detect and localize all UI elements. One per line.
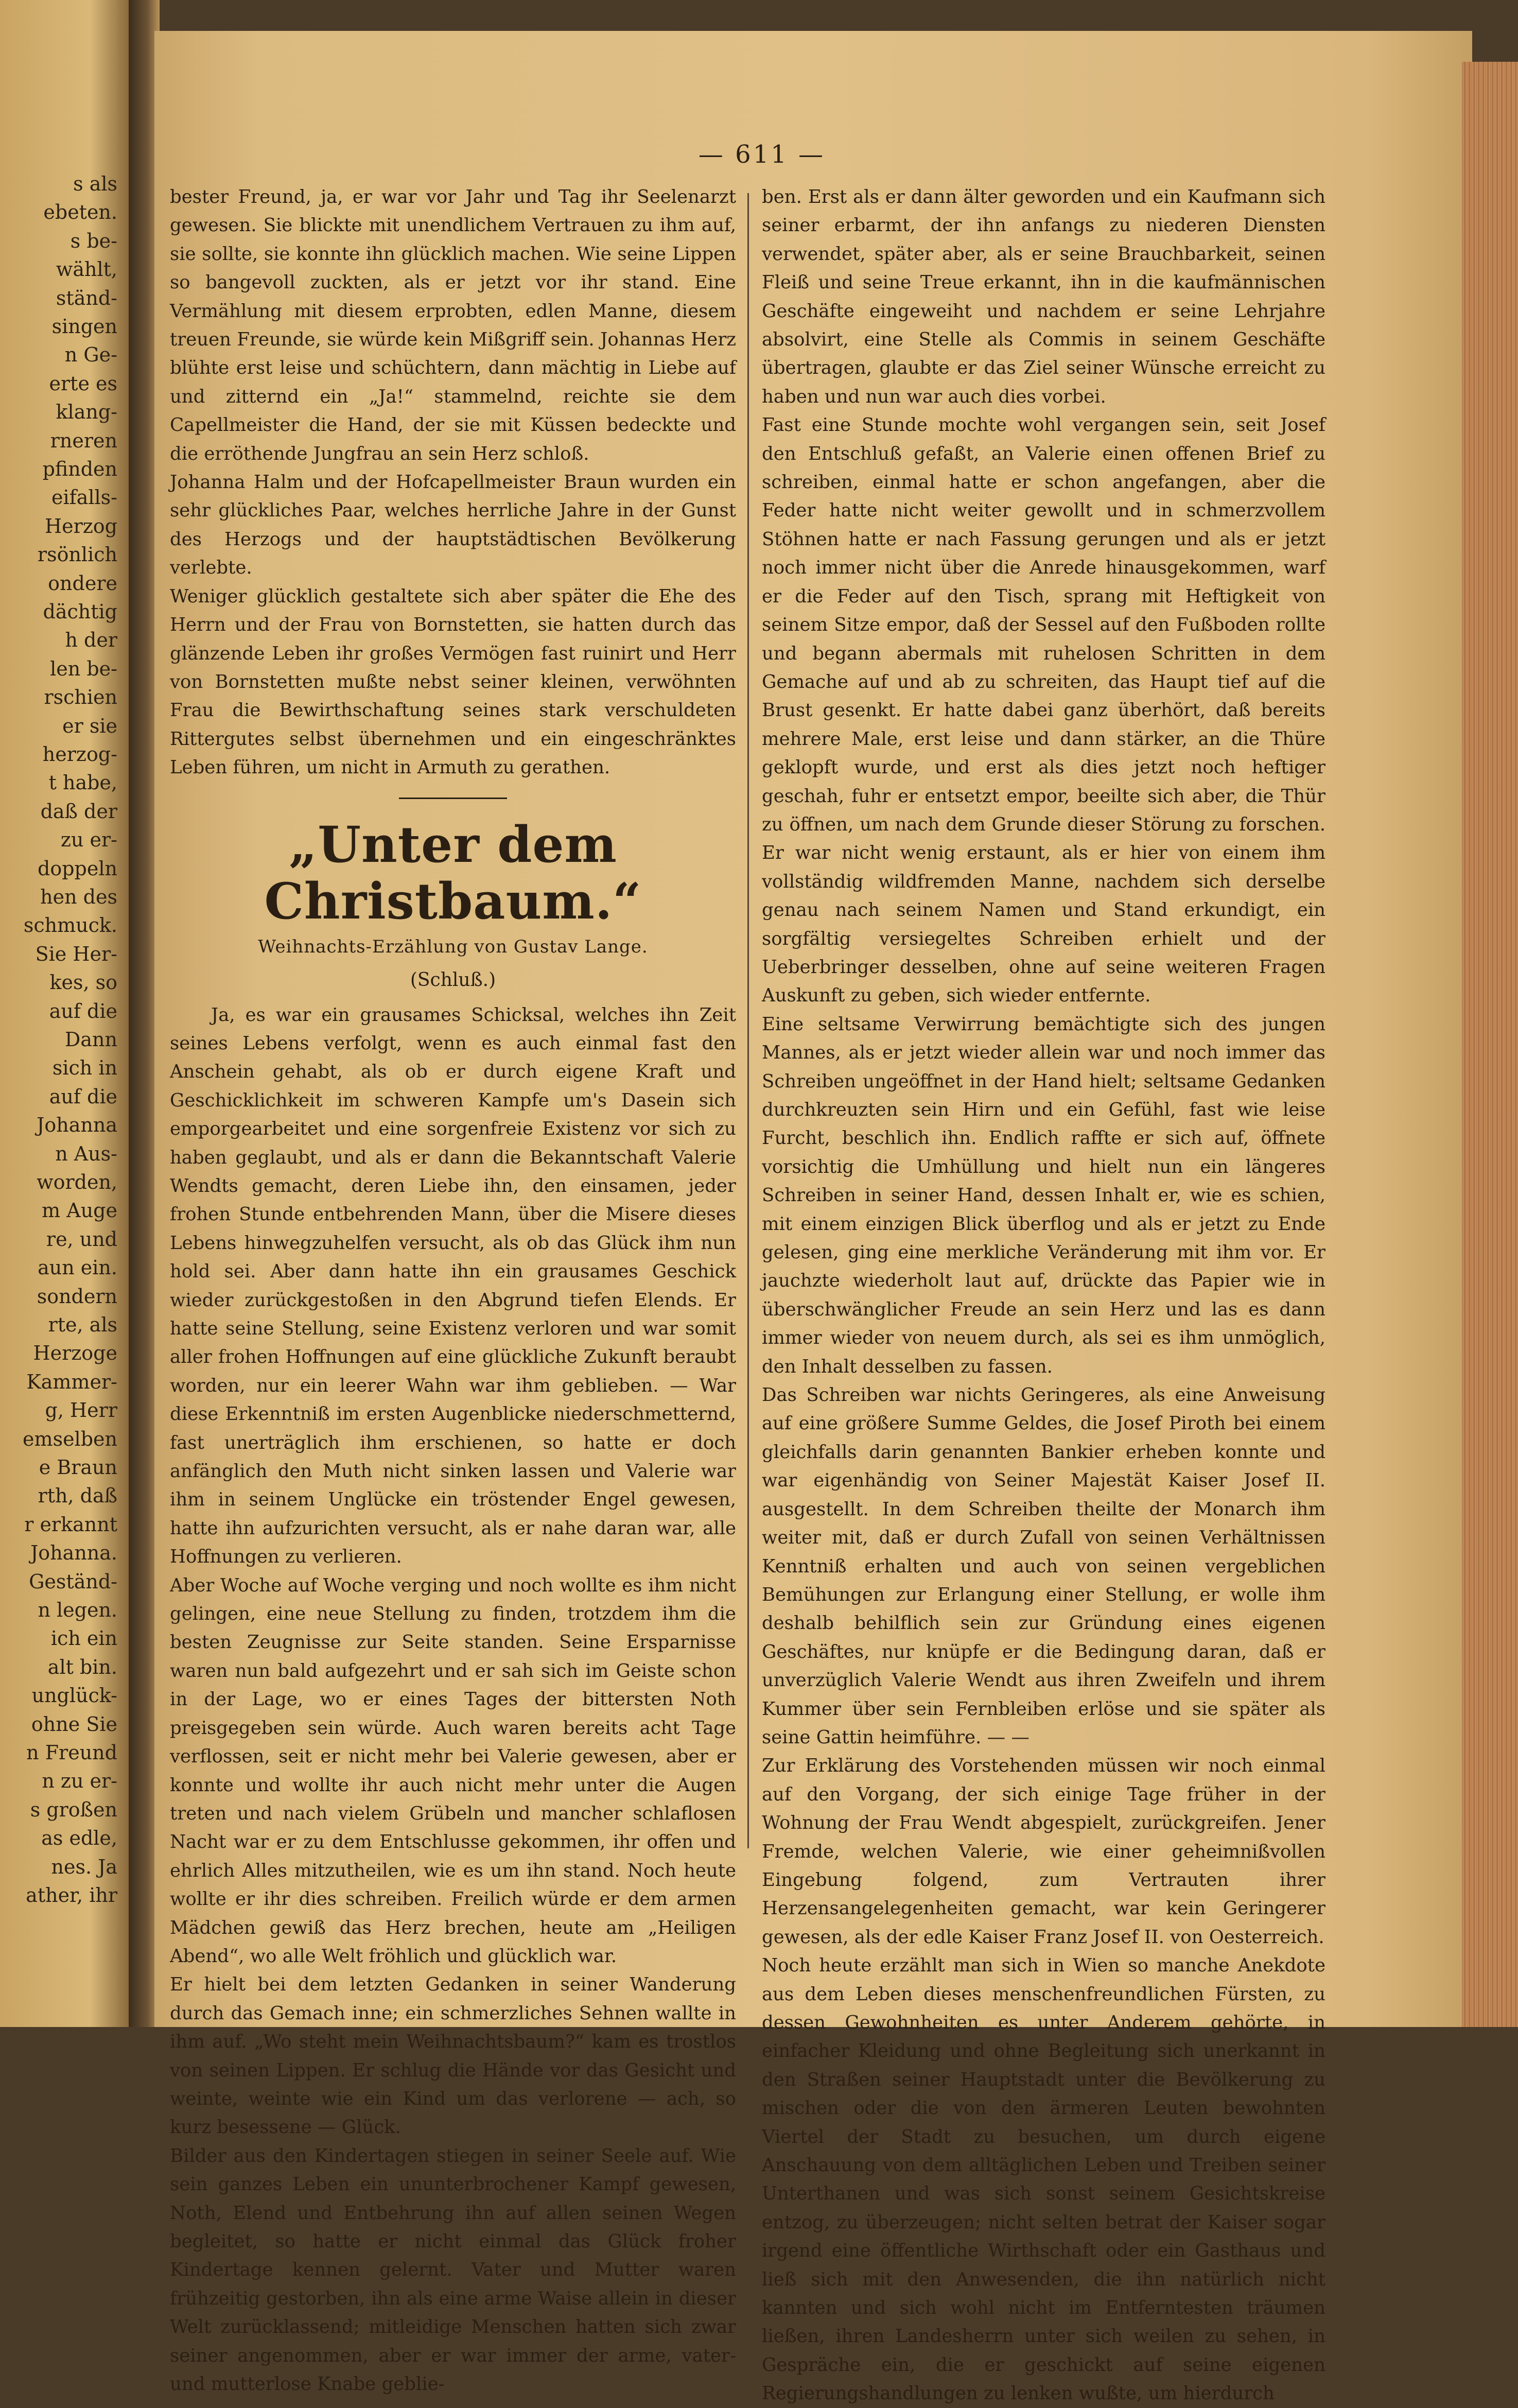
prev-page-fragment: emselben [23, 1427, 117, 1450]
page-number: — 611 — [698, 140, 826, 169]
column-right [762, 183, 1325, 2408]
story-paragraph: ben. Erst als er dann älter geworden und ein Kaufmann sich seiner erbarmt, der ihn anfangs zu niederen Diensten verwendet, später aber, als er seine Brauchbarkeit, seinen Fleiß und seine Treue erkannt, ihn in die kaufmännischen Geschäfte eingeweiht und nachdem er seine Lehrjahre absolvirt, eine Stelle als Commis in seinem Geschäfte übertragen, glaubte er das Ziel seiner Wünsche erreicht zu haben und nun war auch dies vorbei. [762, 186, 1325, 407]
prev-page-fragment: as edle, [41, 1827, 117, 1850]
prev-page-fragment: unglück- [31, 1684, 117, 1707]
prev-page-fragment: klang- [56, 401, 117, 424]
prev-page-fragment: n zu er- [42, 1770, 117, 1793]
column-divider [747, 193, 749, 1848]
prev-page-fragment: Herzoge [33, 1342, 117, 1365]
byline: Weihnachts-Erzählung von Gustav Lange. [258, 936, 648, 957]
prev-page-fragment: Johanna. [30, 1541, 117, 1565]
prev-page-fragment: rneren [50, 429, 117, 452]
prev-page-fragment: ohne Sie [31, 1712, 117, 1736]
prev-page-fragment: schmuck. [23, 914, 117, 937]
prev-page-fragment: eifalls- [51, 486, 117, 509]
prev-page-fragment: rschien [44, 686, 117, 709]
prev-page-fragment: alt bin. [47, 1655, 117, 1678]
prev-page-fragment: rth, daß [38, 1484, 117, 1508]
prev-page-fragment: aun ein. [38, 1256, 117, 1279]
story-paragraph: Ja, es war ein grausames Schicksal, welches ihn Zeit seines Lebens verfolgt, wenn es auch einmal fast den Anschein gehabt, als ob er durch eigene Kraft und Geschicklichkeit im schweren Kampfe um's Dasein sich emporgearbeitet und eine sorgenfreie Existenz vor sich zu haben geglaubt, und als er dann die Bekanntschaft Valerie Wendts gemacht, deren Liebe ihn, den einsamen, jeder frohen Stunde entbehrenden Mann, über die Misere dieses Lebens hinwegzuhelfen versucht, als ob das Glück ihm nun hold sei. Aber dann hatte ihn ein grausames Geschick wieder zurückgestoßen in den Abgrund tiefen Elends. Er hatte seine Stellung, seine Existenz verloren und war somit aller frohen Hoffnungen auf eine glückliche Zukunft beraubt worden, nur ein leerer Wahn war ihm geblieben. — War diese Erkenntniß im ersten Augenblicke niederschmetternd, fast unerträglich ihm erschienen, so hatte er doch anfänglich den Muth nicht sinken lassen und Valerie war ihm in seinem Unglücke ein tröstender Engel gewesen, hatte ihn aufzurichten versucht, als er nahe daran war, alle Hoffnungen zu verlieren. [170, 1004, 736, 1568]
prev-page-fragment: s großen [30, 1798, 117, 1821]
page-edge [1462, 62, 1518, 2027]
prev-page-fragment: daß der [40, 800, 117, 823]
section-rule [399, 798, 507, 799]
previous-page [0, 0, 129, 2027]
prev-page-fragment: e Braun [39, 1456, 117, 1479]
prev-page-fragment: ather, ihr [26, 1884, 117, 1907]
prev-page-fragment: ich ein [50, 1627, 117, 1650]
prev-page-fragment: worden, [37, 1171, 117, 1193]
prev-page-fragment: s als [73, 172, 117, 195]
prev-page-fragment: h der [65, 629, 117, 652]
prev-page-fragment: herzog- [42, 743, 117, 766]
prev-page-fragment: Sie Her- [35, 942, 117, 965]
prev-page-fragment: erte es [49, 372, 117, 395]
prev-page-fragment: Herzog [44, 514, 117, 538]
prev-page-fragment: Kammer- [26, 1370, 117, 1393]
prev-page-fragment: m Auge [42, 1199, 117, 1222]
prev-page-fragment: hen des [40, 886, 117, 908]
story-paragraph: Fast eine Stunde mochte wohl vergangen sein, seit Josef den Entschluß gefaßt, an Valerie einen offenen Brief zu schreiben, einmal hatte er schon angefangen, aber die Feder hatte nicht weiter gewollt und in schmerzvollem Stöhnen hatte er nach Fassung gerungen und als er jetzt noch immer nicht über die Anrede hinausgekommen, warf er die Feder auf den Tisch, sprang mit Heftigkeit von seinem Sitze empor, daß der Sessel auf den Fußboden rollte und begann abermals mit ruhelosen Schritten in dem Gemache auf und ab zu schreiten, das Haupt tief auf die Brust gesenkt. Er hatte dabei ganz überhört, daß bereits mehrere Male, erst leise und dann stärker, an die Thüre geklopft wurde, und erst als dies jetzt noch heftiger geschah, fuhr er entsetzt empor, beeilte sich aber, die Thür zu öffnen, um nach dem Grunde dieser Störung zu forschen. Er war nicht wenig erstaunt, als er hier von einem ihm vollständig wildfremden Manne, nachdem sich derselbe genau nach seinem Namen und Stand erkundigt, ein sorgfältig versiegeltes Schreiben erhielt und der Ueberbringer desselben, ohne auf seine weiteren Fragen Auskunft zu geben, sich wieder entfernte. [762, 414, 1325, 1007]
prev-page-fragment: kes, so [49, 971, 117, 994]
prev-page-fragment: Johanna [37, 1114, 117, 1137]
prev-page-fragment: n Ge- [64, 343, 117, 367]
prev-page-fragment: auf die [49, 999, 117, 1023]
prev-page-fragment: n Freund [26, 1741, 117, 1764]
prev-page-fragment: rte, als [48, 1313, 117, 1336]
story-paragraph: Zur Erklärung des Vorstehenden müssen wir noch einmal auf den Vorgang, der sich einige Tage früher in der Wohnung der Frau Wendt abgespielt, zurückgreifen. Jener Fremde, welchen Valerie, wie einer geheimnißvollen Eingebung folgend, zum Vertrauten ihrer Herzensangelegenheiten gemacht, war kein Geringerer gewesen, als der edle Kaiser Franz Josef II. von Oesterreich. [762, 1755, 1325, 1948]
story-paragraph: Er hielt bei dem letzten Gedanken in seiner Wanderung durch das Gemach inne; ein schmerzliches Sehnen wallte in ihm auf. „Wo steht mein Weihnachtsbaum?“ kam es trostlos von seinen Lippen. Er schlug die Hände vor das Gesicht und weinte, weinte wie ein Kind um das verlorene — ach, so kurz besessene — Glück. [170, 1974, 736, 2138]
prev-page-fragment: t habe, [48, 771, 117, 794]
prev-page-fragment: ondere [48, 571, 117, 595]
prev-page-fragment: r erkannt [24, 1513, 117, 1536]
prev-page-fragment: rsönlich [37, 543, 117, 566]
prev-page-fragment: doppeln [38, 857, 117, 880]
prev-page-fragment: g, Herr [45, 1399, 117, 1422]
intro-paragraph: bester Freund, ja, er war vor Jahr und Tag ihr Seelenarzt gewesen. Sie blickte mit unendlichem Vertrauen zu ihm auf, sie sollte, sie konnte ihn glücklich machen. Wie seine Lippen so bangevoll zuckten, als er jetzt vor ihr stand. Eine Vermählung mit diesem erprobten, edlen Manne, diesem treuen Freunde, sie würde kein Mißgriff sein. Johannas Herz blühte erst leise und schüchtern, dann mächtig in Liebe auf und zitternd ein „Ja!“ stammelnd, reichte sie dem Capellmeister die Hand, der sie mit Küssen bedeckte und die erröthende Jungfrau an sein Herz schloß. [170, 186, 736, 464]
prev-page-fragment: auf die [49, 1085, 117, 1108]
prev-page-fragment: ebeten. [43, 201, 117, 224]
story-title: „Unter dem Christbaum.“ [264, 815, 642, 930]
prev-page-fragment: sondern [37, 1285, 117, 1308]
prev-page-fragment: dächtig [43, 600, 117, 623]
story-paragraph: Eine seltsame Verwirrung bemächtigte sich des jungen Mannes, als er jetzt wieder allein war und noch immer das Schreiben ungeöffnet in der Hand hielt; seltsame Gedanken durchkreuzten sein Hirn und ein Gefühl, fast wie leise Furcht, beschlich ihn. Endlich raffte er sich auf, öffnete vorsichtig die Umhüllung und hielt nun ein längeres Schreiben in seiner Hand, dessen Inhalt er, wie es schien, mit einem einzigen Blick überflog und als er jetzt zu Ende gelesen, ging eine merkliche Veränderung mit ihm vor. Er jauchzte wiederholt laut auf, drückte das Papier wie in überschwänglicher Freude an sein Herz und las es dann immer wieder von neuem durch, als sei es ihm unmöglich, den Inhalt desselben zu fassen. [762, 1013, 1325, 1377]
continuation-note: (Schluß.) [410, 969, 496, 991]
prev-page-fragment: n Aus- [55, 1142, 117, 1165]
prev-page-fragment: Dann [64, 1028, 117, 1051]
intro-paragraph: Weniger glücklich gestaltete sich aber später die Ehe des Herrn und der Frau von Bornstetten, sie hatten durch das glänzende Leben ihr großes Vermögen fast ruinirt und Herr von Bornstetten mußte nebst seiner kleinen, verwöhnten Frau die Bewirthschaftung seines stark verschuldeten Rittergutes selbst übernehmen und ein eingeschränktes Leben führen, um nicht in Armuth zu gerathen. [170, 585, 736, 778]
prev-page-fragment: sich in [52, 1056, 117, 1080]
prev-page-fragment: er sie [62, 714, 117, 737]
column-left [170, 183, 736, 2398]
prev-page-fragment: singen [51, 315, 117, 338]
prev-page-fragment: wählt, [56, 258, 117, 281]
prev-page-fragment: re, und [46, 1227, 117, 1251]
story-paragraph: Bilder aus den Kindertagen stiegen in seiner Seele auf. Wie sein ganzes Leben ein ununterbrochener Kampf gewesen, Noth, Elend und Entbehrung ihn auf allen seinen Wegen begleitet, so hatte er nicht einmal das Glück froher Kindertage kennen gelernt. Vater und Mutter waren frühzeitig gestorben, ihn als eine arme Waise allein in dieser Welt zurücklassend; mitleidige Menschen hatten sich zwar seiner angenommen, aber er war immer der arme, vater- und mutterlose Knabe geblie- [170, 2145, 736, 2395]
prev-page-fragment: n legen. [38, 1599, 117, 1621]
prev-page-fragment: nes. Ja [51, 1855, 117, 1878]
prev-page-fragment: s be- [70, 229, 117, 252]
prev-page-fragment: zu er- [60, 828, 117, 852]
story-paragraph: Das Schreiben war nichts Geringeres, als eine Anweisung auf eine größere Summe Geldes, die Josef Piroth bei einem gleichfalls darin genannten Bankier erheben konnte und war eigenhändig von Seiner Majestät Kaiser Josef II. ausgestellt. In dem Schreiben theilte der Monarch ihm weiter mit, daß er durch Zufall von seinen Verhältnissen Kenntniß erhalten und auch von seinen vergeblichen Bemühungen zur Erlangung einer Stellung, er wolle ihm deshalb behilflich sein zur Gründung eines eigenen Geschäftes, nur knüpfe er die Bedingung daran, daß er unverzüglich Valerie Wendt aus ihren Zweifeln und ihrem Kummer über sein Fernbleiben erlöse und sie später als seine Gattin heimführe. — — [762, 1384, 1325, 1748]
intro-paragraph: Johanna Halm und der Hofcapellmeister Braun wurden ein sehr glückliches Paar, welches herrliche Jahre in der Gunst des Herzogs und der hauptstädtischen Bevölkerung verlebte. [170, 472, 736, 579]
story-paragraph: Noch heute erzählt man sich in Wien so manche Anekdote aus dem Leben dieses menschenfreundlichen Fürsten, zu dessen Gewohnheiten es unter Anderem gehörte, in einfacher Kleidung und ohne Begleitung sich unerkannt in den Straßen seiner Hauptstadt unter die Bevölkerung zu mischen oder die von den ärmeren Leuten bewohnten Viertel der Stadt zu besuchen, um durch eigene Anschauung von dem alltäglichen Leben und Treiben seiner Unterthanen und was sich sonst seinem Gesichtskreise entzog, zu überzeugen; nicht selten betrat der Kaiser sogar irgend eine öffentliche Wirthschaft oder ein Gasthaus und ließ sich mit den Anwesenden, die ihn natürlich nicht kannten und sich wohl nicht im Entferntesten träumen ließen, ihren Landesherrn unter sich weilen zu sehen, in Gespräche ein, die er geschickt auf seine eigenen Regierungshandlungen zu lenken wußte, um hierdurch [762, 1955, 1325, 2404]
prev-page-fragment: pfinden [42, 458, 117, 480]
prev-page-fragment: Geständ- [29, 1570, 117, 1593]
prev-page-fragment: ständ- [56, 286, 117, 309]
story-paragraph: Aber Woche auf Woche verging und noch wollte es ihm nicht gelingen, eine neue Stellung zu finden, trotzdem ihm die besten Zeugnisse zur Seite standen. Seine Ersparnisse waren nun bald aufgezehrt und er sah sich im Geiste schon in der Lage, wo er eines Tages der bittersten Noth preisgegeben sein würde. Auch waren bereits acht Tage verflossen, seit er nicht mehr bei Valerie gewesen, aber er konnte und wollte ihr auch nicht mehr unter die Augen treten und nach vielem Grübeln und mancher schlaflosen Nacht war er zu dem Entschlusse gekommen, ihr offen und ehrlich Alles mitzutheilen, wie es um ihn stand. Noch heute wollte er ihr dies schreiben. Freilich würde er dem armen Mädchen gewiß das Herz brechen, heute am „Heiligen Abend“, wo alle Welt fröhlich und glücklich war. [170, 1574, 736, 1967]
prev-page-fragment: len be- [50, 657, 117, 680]
